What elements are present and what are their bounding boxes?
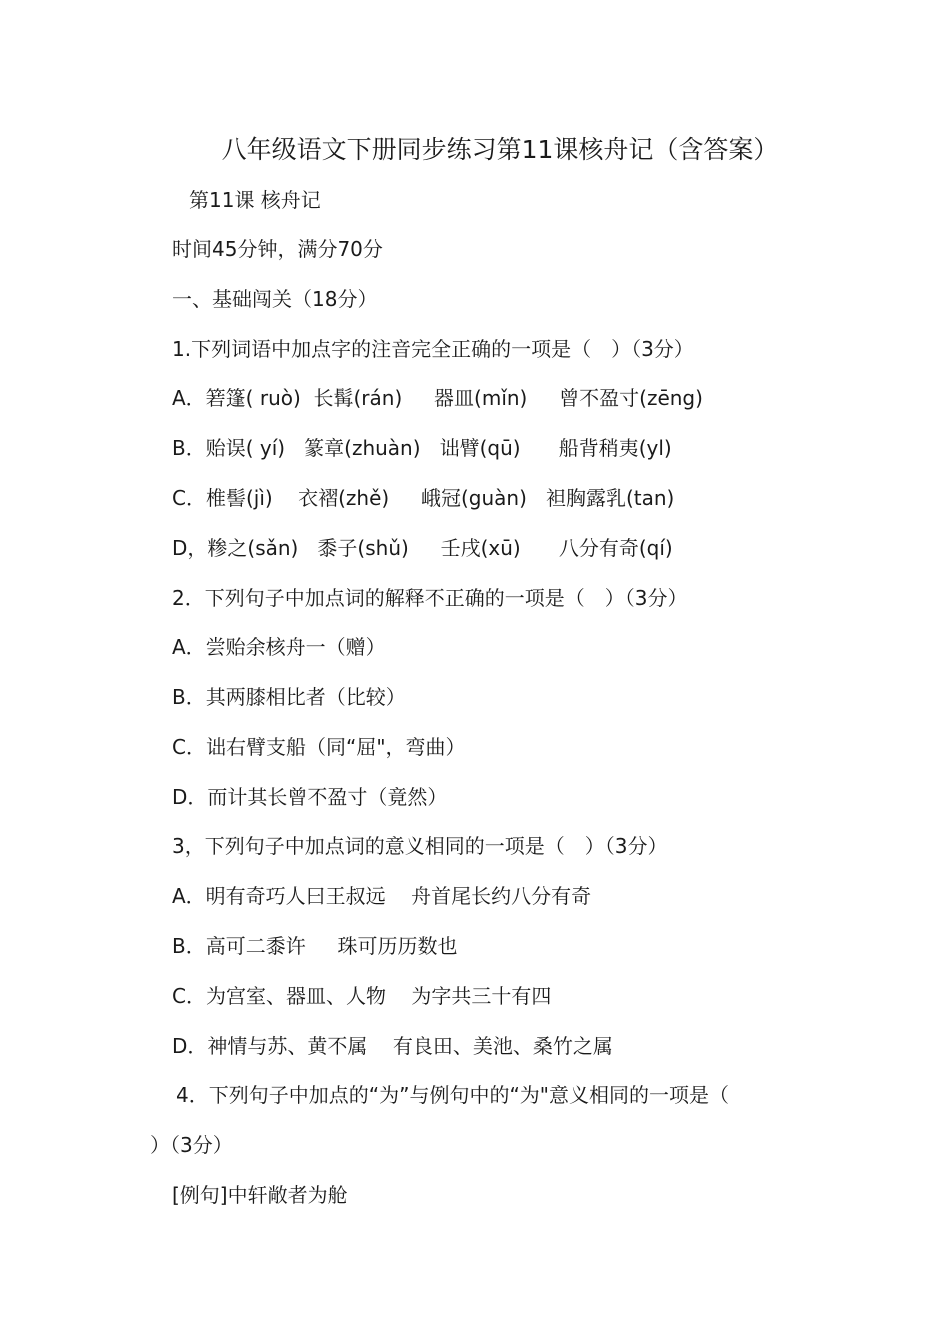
question-2-stem: 2．下列句子中加点词的解释不正确的一项是（ ）（3分）	[172, 586, 688, 610]
question-3-stem: 3，下列句子中加点词的意义相同的一项是（ ）（3分）	[172, 834, 668, 858]
question-1-option-c: C．椎髻(jì) 衣褶(zhě) 峨冠(guàn) 袒胸露乳(tan)	[172, 486, 675, 510]
question-3-option-a: A．明有奇巧人曰王叔远 舟首尾长约八分有奇	[172, 884, 592, 908]
question-1-stem: 1.下列词语中加点字的注音完全正确的一项是（ ）（3分）	[172, 337, 694, 361]
question-3-option-c: C．为宫室、器皿、人物 为字共三十有四	[172, 984, 552, 1008]
section-heading: 一、基础闯关（18分）	[172, 287, 378, 311]
question-2-option-c: C．诎右臂支船（同“屈"，弯曲）	[172, 735, 466, 759]
question-1-option-a: A．箬篷( ruò) 长髯(rán) 器皿(mǐn) 曾不盈寸(zēng)	[172, 386, 703, 410]
question-1-option-b: B．贻误( yí) 篆章(zhuàn) 诎臂(qū) 船背稍夷(yl)	[172, 436, 672, 460]
question-4-stem-line-2: ）（3分）	[150, 1133, 233, 1157]
question-2-option-d: D．而计其长曾不盈寸（竟然）	[172, 785, 448, 809]
question-2-option-b: B．其两膝相比者（比较）	[172, 685, 406, 709]
question-1-option-d: D，糁之(sǎn) 黍子(shǔ) 壬戌(xū) 八分有奇(qí)	[172, 536, 673, 560]
document-title: 八年级语文下册同步练习第11课核舟记（含答案）	[221, 135, 779, 164]
question-2-option-a: A．尝贻余核舟一（赠）	[172, 635, 386, 659]
time-info: 时间45分钟，满分70分	[172, 237, 383, 261]
question-4-example: [例句]中轩敞者为舱	[172, 1183, 348, 1207]
question-4-stem-line-1: 4．下列句子中加点的“为”与例句中的“为"意义相同的一项是（	[176, 1083, 730, 1107]
question-3-option-b: B．高可二黍许 珠可历历数也	[172, 934, 458, 958]
question-3-option-d: D．神情与苏、黄不属 有良田、美池、桑竹之属	[172, 1034, 613, 1058]
lesson-heading: 第11课 核舟记	[189, 188, 321, 212]
